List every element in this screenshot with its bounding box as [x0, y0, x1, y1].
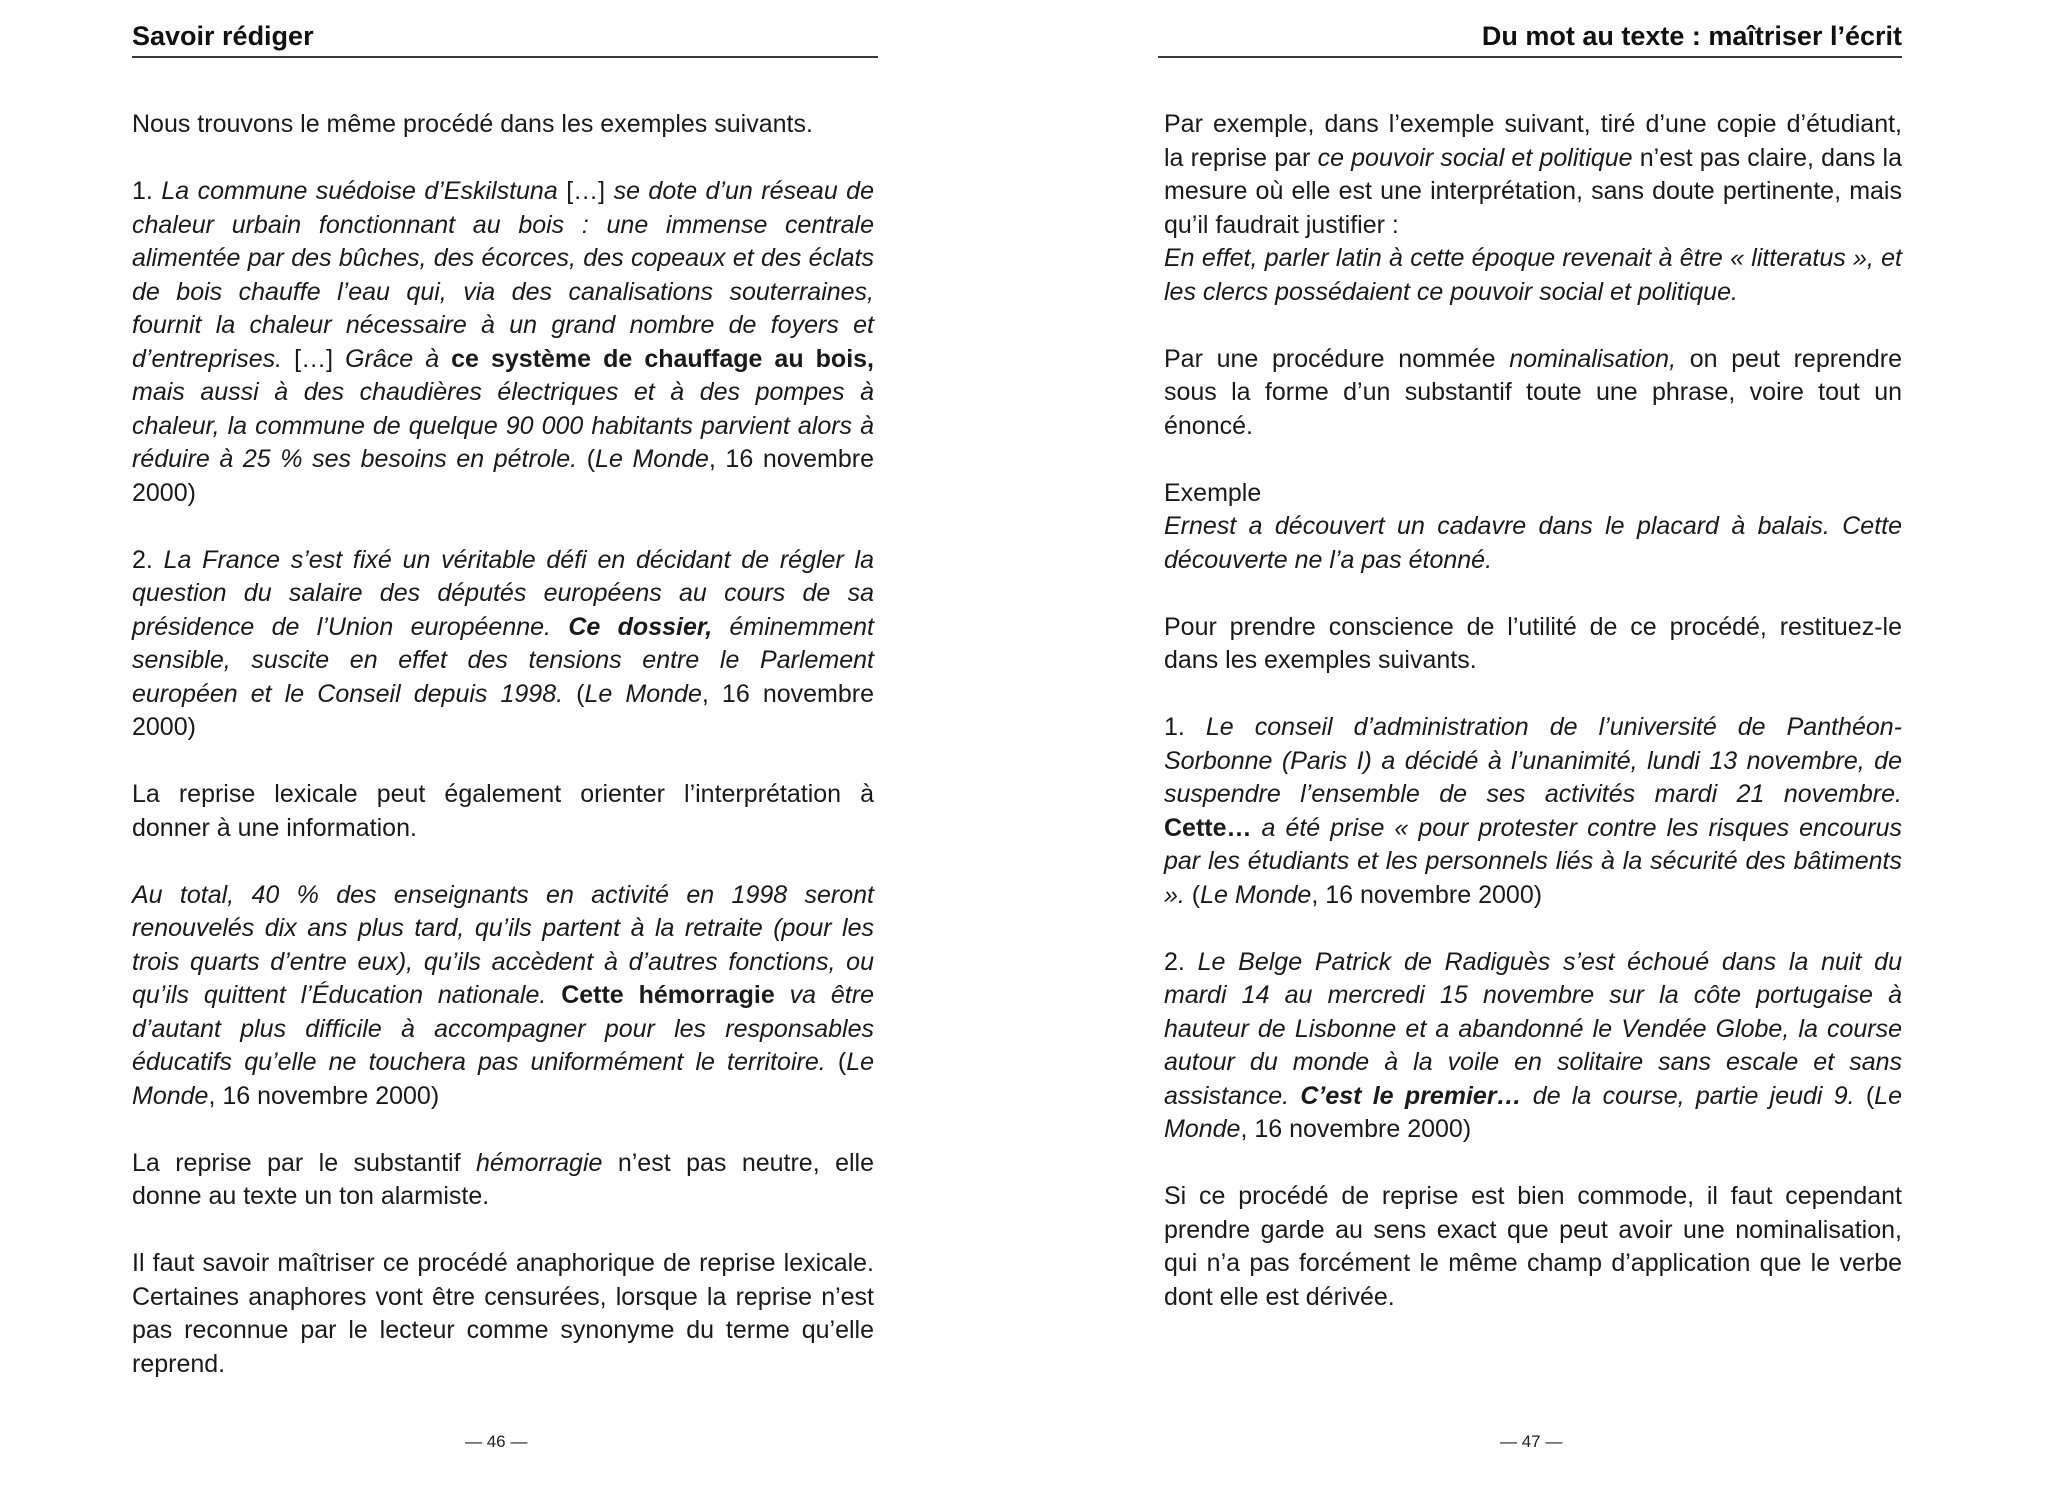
highlighted-blank: C’est le premier… [1300, 1081, 1522, 1110]
source-paren: ( [563, 679, 585, 708]
source-date: , 16 novembre 2000) [208, 1081, 440, 1110]
source-name: Le Monde [584, 679, 702, 708]
highlighted-blank: Cette… [1164, 813, 1252, 842]
left-body-text [132, 108, 874, 1415]
example-text: a été prise « pour protester contre les risques encourus par les étudiants et les personnels liés à la sécurité des bâtiments ». [1164, 813, 1902, 909]
example-number: 2. [132, 545, 164, 574]
source-date: , 16 novembre 2000) [1311, 880, 1543, 909]
example-text: mais aussi à des chaudières électriques et à des pompes à chaleur, la commune de quelque 90 000 habitants parvient alors à réduire à 25 % ses besoins en pétrole. [132, 378, 874, 473]
left-running-head [132, 18, 878, 58]
example-number: 2. [1164, 947, 1198, 976]
right-running-head-text: Du mot au texte : maîtriser l’écrit [1481, 21, 1902, 51]
right-body-text [1164, 108, 1902, 1348]
example-text: va être d’autant plus difficile à accompagner pour les responsables éducatifs qu’elle ne touchera pas uniformément le territoire. [132, 981, 874, 1076]
example-2 [132, 544, 874, 745]
left-running-head-text: Savoir rédiger [132, 21, 314, 51]
source-date: , 16 novembre 2000) [132, 445, 874, 507]
emphasized-term: nominalisation, [1509, 344, 1677, 373]
example-text: Grâce à [333, 344, 452, 373]
example-text: La France s’est fixé un véritable défi en décidant de régler la question du salaire des députés européens au cours de sa présidence de l’Union européenne. [132, 545, 874, 641]
lexical-paragraph: La reprise lexicale peut également orienter l’interprétation à donner à une information. [132, 780, 874, 842]
highlighted-anaphora: Cette hémorragie [561, 981, 775, 1009]
exemple-copie-paragraph [1164, 108, 1902, 309]
source-date: , 16 novembre 2000) [1240, 1115, 1472, 1143]
exercise-2 [1164, 946, 1902, 1147]
emphasized-term: hémorragie [475, 1148, 603, 1177]
example-text: Au total, 40 % des enseignants en activité en 1998 seront renouvelés dix ans plus tard, qu’ils partent à la retraite (pour les trois quarts d’entre eux), qu’ils accèdent à d’autres fonctions, ou qu’ils quittent l’Éducation nationale. [132, 880, 874, 1009]
source-paren: ( [577, 445, 596, 473]
example-text: Le Belge Patrick de Radiguès s’est échoué dans la nuit du mardi 14 au mercredi 15 novembre sur la côte portugaise à hauteur de Lisbonne et a abandonné le Vendée Globe, la course autour du monde à la voile en solitaire sans escale et sans assistance. [1164, 947, 1902, 1110]
prendre-paragraph: Pour prendre conscience de l’utilité de ce procédé, restituez-le dans les exemples suivants. [1164, 612, 1902, 674]
paragraph-text: Par exemple, dans l’exemple suivant, tiré d’une copie d’étudiant, la reprise par [1164, 110, 1902, 172]
example-3 [132, 879, 874, 1114]
nominalisation-paragraph [1164, 343, 1902, 444]
example-text: de la course, partie jeudi 9. [1521, 1081, 1855, 1110]
example-text: se dote d’un réseau de chaleur urbain fonctionnant au bois : une immense centrale alimentée par des bûches, des écorces, des copeaux et des éclats de bois chauffe l’eau qui, via des canalisations souterraines, fournit la chaleur nécessaire à un grand nombre de foyers et d’entreprises. [132, 177, 874, 373]
ellipsis: […] [566, 177, 606, 205]
example-number: 1. [1164, 713, 1206, 741]
hemorragie-paragraph [132, 1147, 874, 1214]
source-paren: ( [825, 1048, 847, 1076]
paragraph-text: on peut reprendre sous la forme d’un substantif toute une phrase, voire tout un énoncé. [1164, 344, 1902, 440]
right-page-number: — 47 — [1500, 1432, 1563, 1451]
source-name: Le Monde [1164, 1081, 1902, 1143]
highlighted-anaphora: ce système de chauffage au bois, [451, 344, 874, 373]
source-name: Le Monde [132, 1048, 874, 1110]
paragraph-text: n’est pas claire, dans la mesure où elle est une interprétation, sans doute pertinente, mais qu’il faudrait justifier : [1164, 143, 1902, 239]
paragraph-text: n’est pas neutre, elle donne au texte un ton alarmiste. [132, 1148, 874, 1210]
exemple-block [1164, 477, 1902, 578]
right-running-head [1158, 18, 1902, 58]
example-text: Le conseil d’administration de l’université de Panthéon-Sorbonne (Paris I) a décidé à l’unanimité, lundi 13 novembre, de suspendre l’ensemble de ses activités mardi 21 novembre. [1164, 713, 1902, 808]
paragraph-text: La reprise par le substantif [132, 1148, 476, 1177]
intro-paragraph: Nous trouvons le même procédé dans les exemples suivants. [132, 110, 813, 138]
source-date: , 16 novembre 2000) [132, 679, 874, 741]
example-text: La commune suédoise d’Eskilstuna [161, 177, 567, 205]
exemple-text: Ernest a découvert un cadavre dans le placard à balais. Cette découverte ne l’a pas étonné. [1164, 512, 1902, 574]
example-1 [132, 175, 874, 510]
emphasized-term: ce pouvoir social et politique [1317, 143, 1633, 172]
commode-paragraph: Si ce procédé de reprise est bien commode, il faut cependant prendre garde au sens exact que peut avoir une nominalisation, qui n’a pas forcément le même champ d’application que le verbe dont elle est dérivée. [1164, 1182, 1902, 1311]
maitriser-paragraph: Il faut savoir maîtriser ce procédé anaphorique de reprise lexicale. Certaines anaphores vont être censurées, lorsque la reprise n’est pas reconnue par le lecteur comme synonyme du terme qu’elle reprend. [132, 1249, 874, 1378]
paragraph-text: Par une procédure nommée [1164, 344, 1510, 373]
exemple-label: Exemple [1164, 478, 1262, 507]
exercise-1 [1164, 711, 1902, 912]
source-name: Le Monde [595, 445, 709, 473]
example-number: 1. [132, 177, 162, 205]
example-text: éminemment sensible, suscite en effet des tensions entre le Parlement européen et le Conseil depuis 1998. [132, 612, 874, 708]
left-page-number: — 46 — [465, 1432, 528, 1451]
ellipsis: […] [294, 344, 334, 373]
student-quote: En effet, parler latin à cette époque revenait à être « litteratus », et les clercs possédaient ce pouvoir social et politique. [1164, 244, 1902, 306]
highlighted-anaphora: Ce dossier, [568, 612, 713, 641]
source-paren: ( [1854, 1081, 1875, 1110]
source-name: Le Monde [1200, 880, 1312, 909]
source-paren: ( [1184, 880, 1201, 909]
right-page [1024, 0, 2048, 1493]
